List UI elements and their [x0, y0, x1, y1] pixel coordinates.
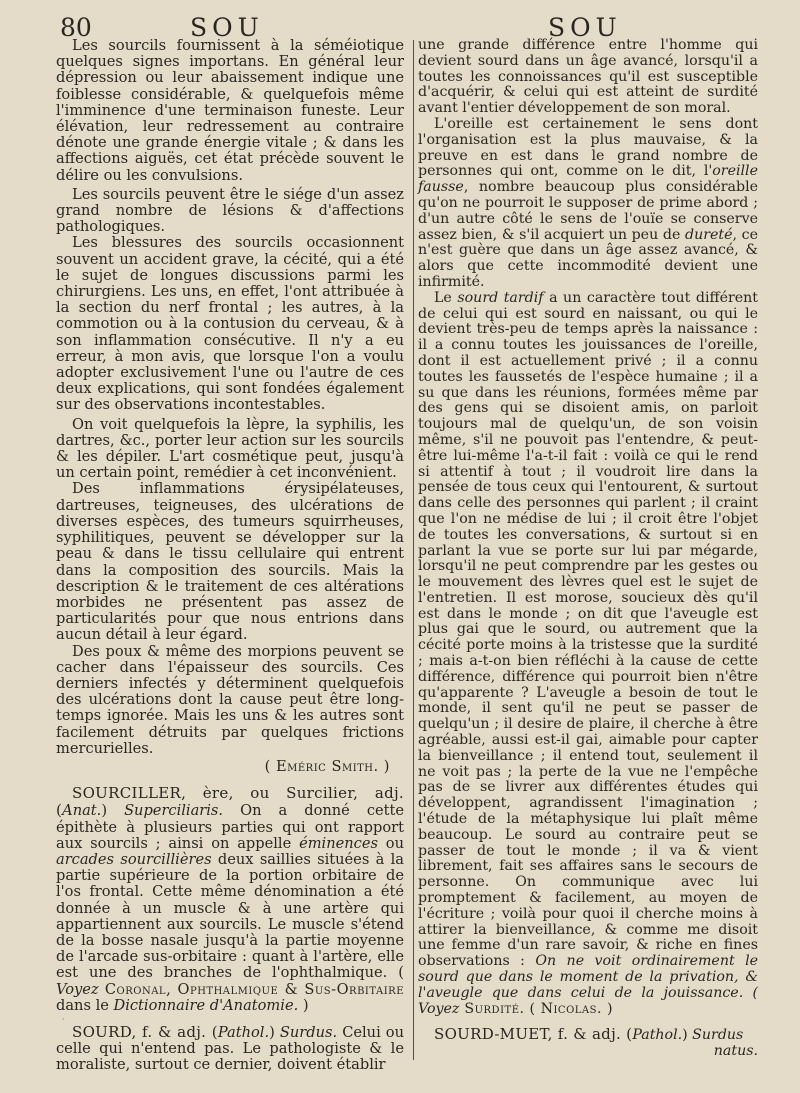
domain-pathol: Pathol. — [217, 1023, 270, 1041]
paragraph-blessures: Les blessures des sourcils occasionnent souvent un accident grave, la cécité, qui a été le sujet de longues discussions parmi les chirurgiens. Les uns, en effet, l'ont attribuée à la section du nerf frontal ; les autres, à la commotion ou à la contusion du cerveau, & à son inflammation consécutive. Il n'y a eu erreur, à mon avis, que lorsque l'on a voulu adopter exclusivement l'une ou l'autre de ces deux explications, qui sont fondées également sur des observations incontestables. — [56, 234, 404, 414]
headword-sourciller: SOURCILLER, ère, ou Surcilier, adj. ( — [56, 784, 404, 820]
column-divider — [413, 40, 414, 1060]
paragraph-continuation: une grande différence entre l'homme qui devient sourd dans un âge avancé, lorsqu'il a toutes les connoissances qu'il est susceptible d'acquérir, & celui qui est atteint de surdité avant l'entier développement de son moral. — [418, 37, 758, 117]
latin-term: Superciliaris. — [124, 802, 224, 820]
paragraph-poux: Des poux & même des morpions peuvent se cacher dans l'épaisseur des sourcils. Ces derniers infectés y déterminent quelquefois des ulcérations dont la cause peut être long-temps ignorée. Mais les uns & les autres sont facilement détruits par quelques frictions mercurielles. — [56, 642, 404, 757]
left-column — [56, 38, 404, 1074]
right-column — [418, 38, 758, 1060]
paragraph-lesions: Les sourcils peuvent être le siége d'un assez grand nombre de lésions & d'affections pathologiques. — [56, 185, 404, 236]
headword-sourd-muet: SOURD-MUET, f. & adj. ( — [434, 1025, 633, 1044]
paragraph-sourd-tardif: Le sourd tardif a un caractère tout différent de celui qui est sourd en naissant, ou qui le devient très-peu de temps après la naissance : il a connu toutes les jouissances de l'oreille, dont il est actuellement privé ; il a connu toutes les faussetés de l'espèce humaine ; il a su que dans les réunions, formées même par des gens qui se disoient amis, on parloit toujours mal de quelqu'un, de son voisin même, s'il ne pouvoit pas l'entendre, & peut-être lui-même l'a-t-il fait : voilà ce qui le rend si attentif à tout ; il voudroit lire dans la pensée de tous ceux qui l'entourent, & surtout dans celle des personnes qui parlent ; il craint que l'on ne médise de lui ; il croit être l'objet de toutes les conversations, & surtout si en parlant la vue se porte sur lui par mégarde, lorsqu'il ne peut comprendre par les gestes ou le mouvement des lèvres quel est le sujet de l'entretien. Il est morose, soucieux dès qu'il est dans le monde ; on dit que l'aveugle est plus gai que le sourd, ou autrement que la cécité porte moins à la tristesse que la surdité ; mais a-t-on bien réfléchi à la cause de cette différence, différence qui pourroit bien n'être qu'apparente ? L'aveugle a besoin de tout le monde, il sent qu'il ne peut se passer de quelqu'un ; il desire de plaire, il cherche à être agréable, aussi est-il gai, aimable pour capter la bienveillance ; il entend tout, seulement il ne voit pas ; la perte de la vue ne l'empêche pas de se livrer aux différentes études qui développent, agrandissent l'imagination ; l'étude de la métaphysique lui plaît même beaucoup. Le sourd au contraire peut se passer de tout le monde ; il va & vient librement, fait ses affaires sans le secours de personne. On communique avec lui promptement & facilement, au moyen de l'écriture ; voilà pour quoi il cherche moins à attirer la bienveillance, & comme me disoit une femme d'un rare savoir, & riche en fines observations : On ne voit ordinairement le sourd que dans le moment de la privation, & l'aveugle que dans celui de la jouissance. ( Voyez Surdité. ( Nicolas. ) — [418, 289, 759, 1017]
latin-term: Surdus. — [274, 1023, 338, 1041]
latin-term-continued: natus. — [713, 1043, 758, 1060]
print-speck: · — [62, 1015, 65, 1024]
cross-ref-voyez: Voyez — [56, 980, 99, 998]
paragraph-inflammations: Des inflammations érysipélateuses, dartreuses, teigneuses, des ulcérations de diverses espèces, des tumeurs squirrheuses, syphilitiques, peuvent se développer sur la peau & dans le tissu cellulaire qui entrent dans la composition des sourcils. Mais la description & le traitement de ces altérations morbides ne présentent pas assez de particularités pour que nous entrions dans aucun détail à leur égard. — [56, 480, 404, 644]
cross-ref-list: Coronal, Ophthalmique & Sus-Orbitaire — [98, 980, 404, 998]
signature-smith: ( Eméric Smith. ) — [264, 757, 390, 775]
entry-sourd-muet: SOURD-MUET, f. & adj. (Pathol.) Surdus — [434, 1025, 744, 1044]
paragraph-semeiotique: Les sourcils fournissent à la séméiotique quelques signes importans. En général leur dépression ou leur abaissement indique une foiblesse considérable, & quelquefois même l'imminence d'une terminaison funeste. Leur élévation, leur redressement au contraire dénote une grande énergie vitale ; & dans les affections aiguës, cet état précède souvent le délire ou les convulsions. — [56, 37, 404, 184]
cross-ref-dictionary: Dictionnaire d'Anatomie. — [113, 996, 299, 1014]
signature-nicolas: ( Nicolas. ) — [524, 1000, 614, 1017]
paragraph-lepre: On voit quelquefois la lèpre, la syphilis, les dartres, &c., porter leur action sur les sourcils & les dépiler. L'art cosmétique peut, jusqu'à un certain point, remédier à cet inconvénient. — [56, 415, 404, 482]
domain-anat: Anat. — [62, 802, 102, 820]
page-number: 80 — [60, 13, 92, 42]
headword-sourd: SOURD, f. & adj. ( — [72, 1022, 218, 1041]
entry-sourciller: SOURCILLER, ère, ou Surcilier, adj. (Anat.) Superciliaris. On a donné cette épithète à plusieurs parties qui ont rapport aux sourcils ; ainsi on appelle éminences ou arcades sourcillières deux saillies situées à la partie supérieure de la portion orbitaire de l'os frontal. Cette même dénomination a été donnée à un muscle & à une artère qui appartiennent aux sourcils. Le muscle s'étend de la bosse nasale jusqu'à la partie moyenne de l'arcade sus-orbitaire : quant à l'artère, elle est une des branches de l'ophthalmique. ( Voyez Coronal, Ophthalmique & Sus-Orbitaire dans le Dictionnaire d'Anatomie. ) — [56, 784, 405, 1014]
running-head-right: SOU — [548, 13, 622, 42]
running-head-left: SOU — [190, 13, 264, 42]
quotation: On ne voit ordinairement le sourd que dans le moment de la privation, & l'aveugle que dans celui de la jouissance. — [418, 953, 759, 1001]
domain-pathol: Pathol. — [632, 1027, 683, 1044]
entry-sourd: SOURD, f. & adj. (Pathol.) Surdus. Celui ou celle qui n'entend pas. Le pathologiste & le moraliste, surtout ce dernier, doivent établir — [56, 1022, 404, 1074]
paragraph-oreille: L'oreille est certainement le sens dont l'organisation est la plus mauvaise, & la preuve en est dans le grand nombre de personnes qui ont, comme on le dit, l'oreille fausse, nombre beaucoup plus considérable qu'on ne pourroit le supposer de prime abord ; d'un autre côté le sens de l'ouïe se conserve assez bien, & s'il acquiert un peu de dureté, ce n'est guère que dans un âge assez avancé, & alors que cette incommodité devient une infirmité. — [418, 115, 758, 290]
